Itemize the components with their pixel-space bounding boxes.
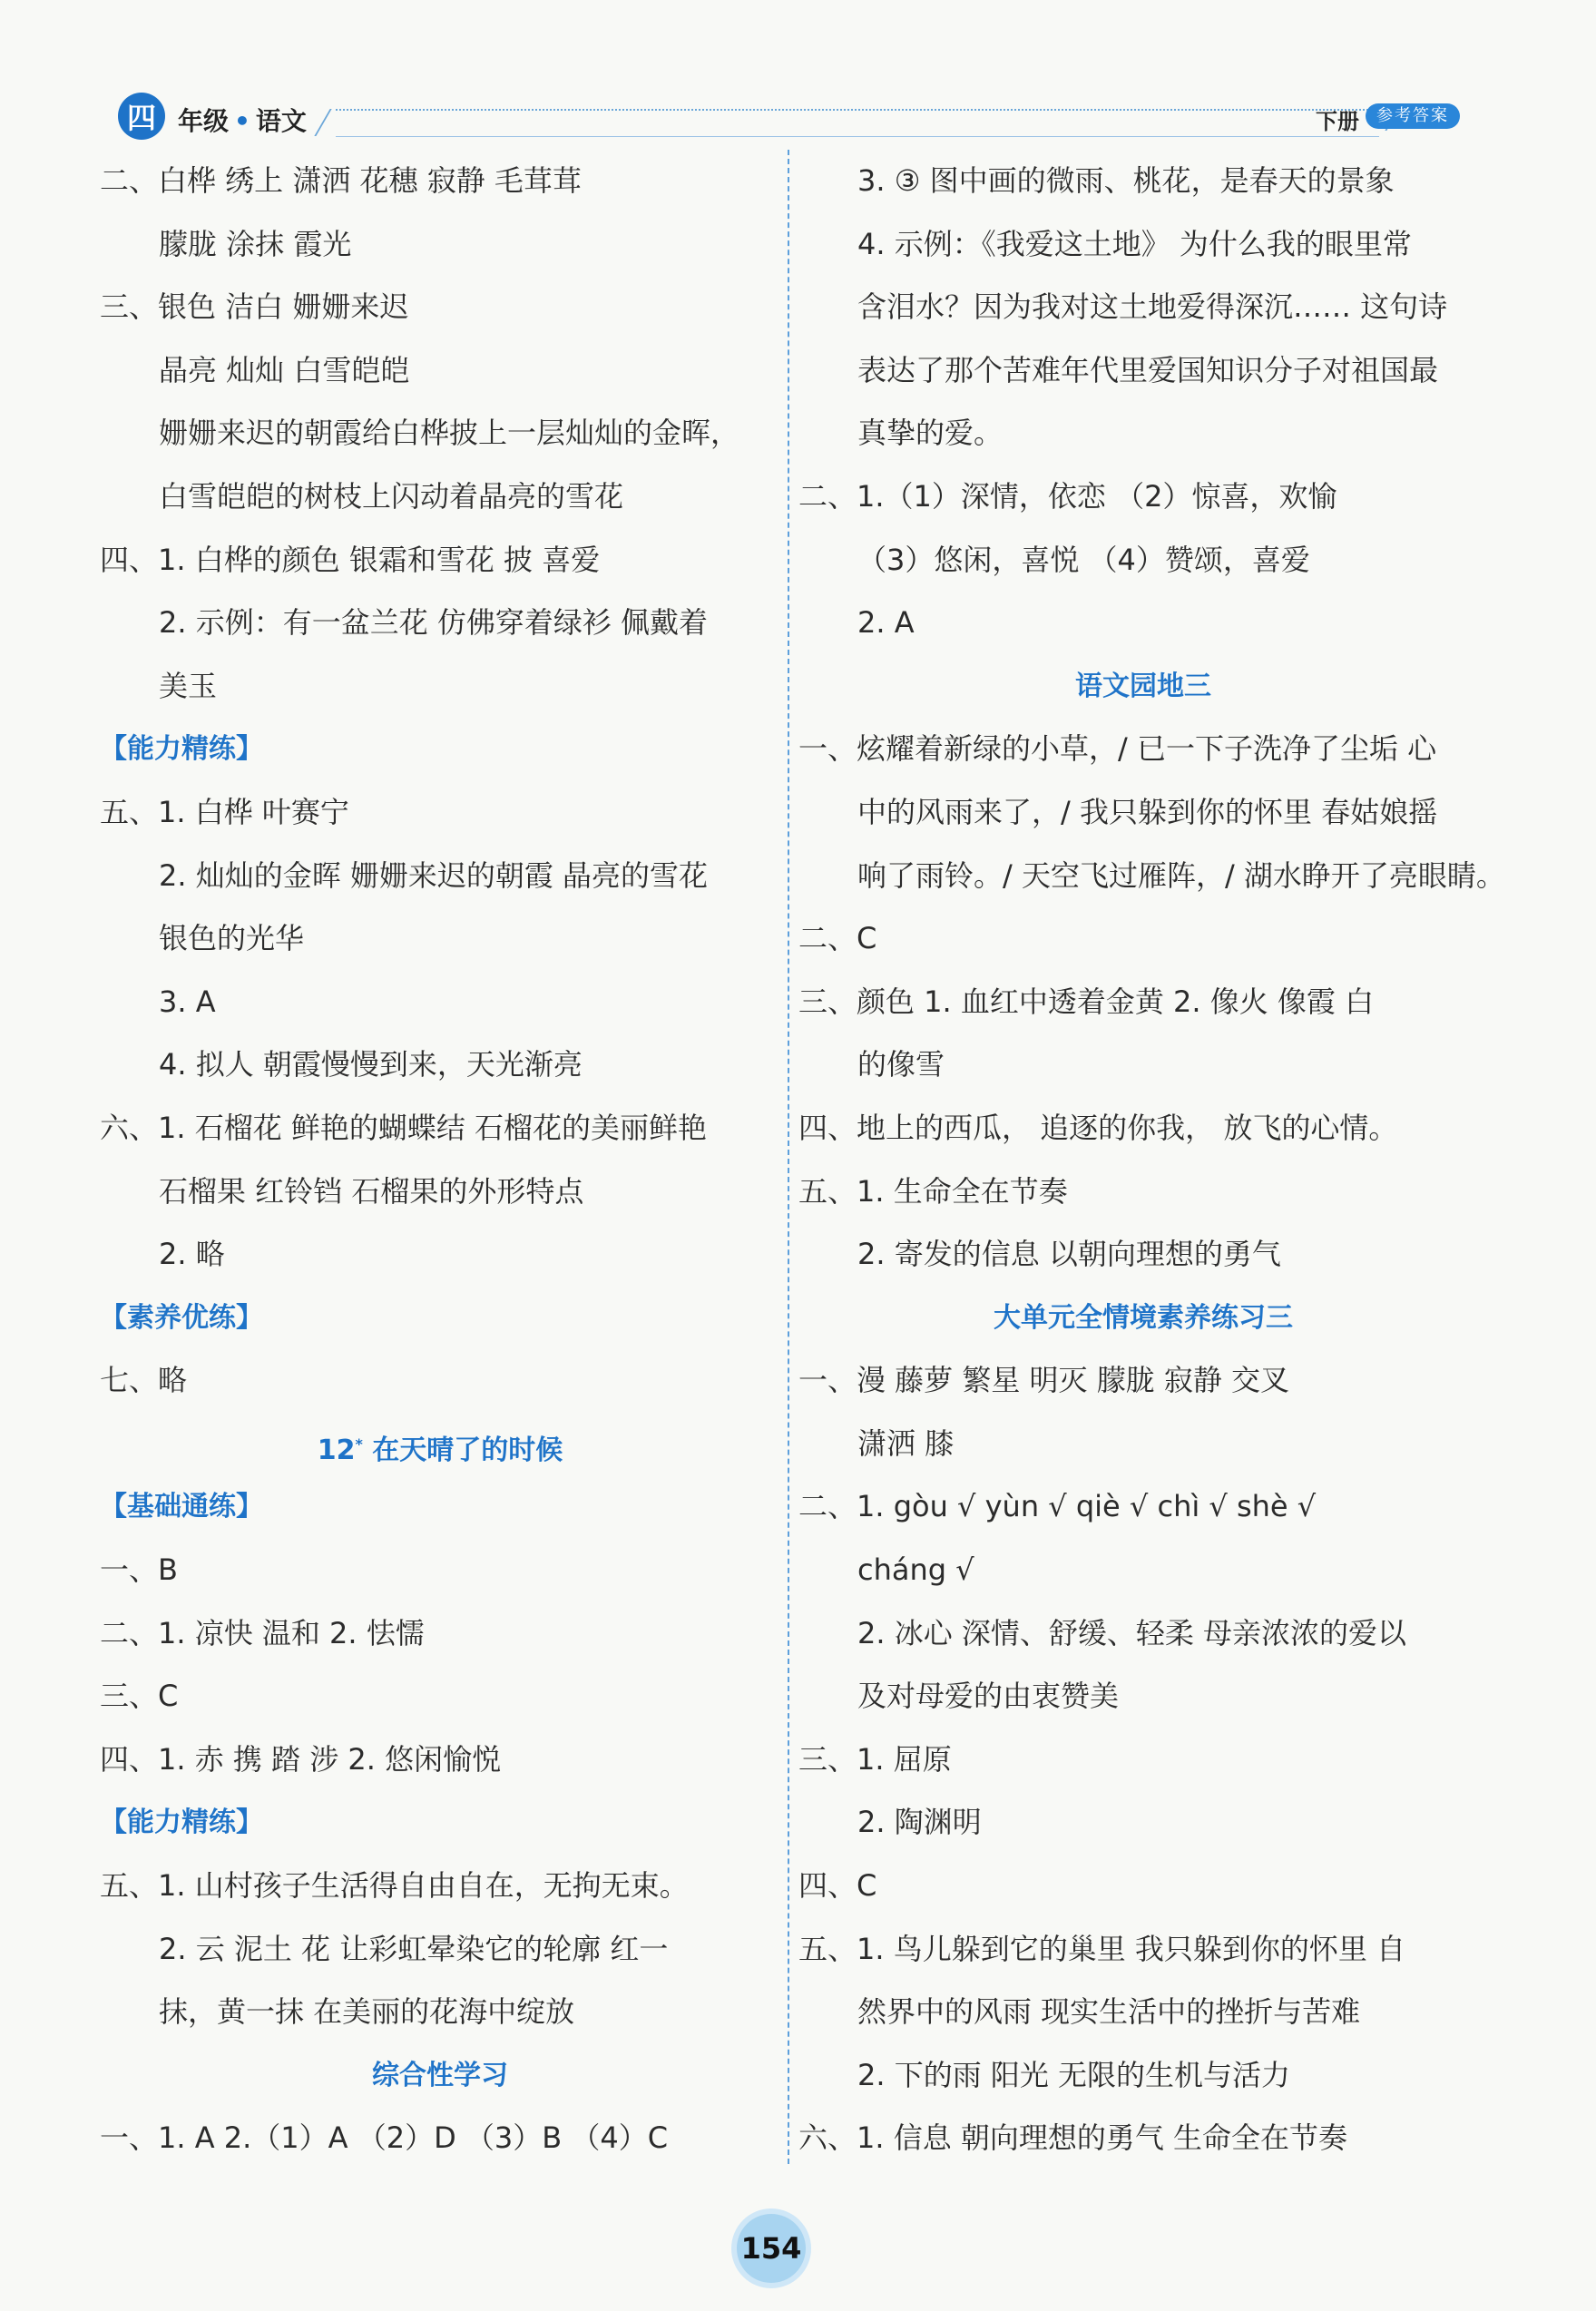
line-text: 三、1. 屈原 <box>798 1741 952 1777</box>
line-text: 二、1. gòu √ yùn √ qiè √ chì √ shè √ <box>798 1489 1317 1524</box>
answer-line <box>100 1539 780 1602</box>
answer-line <box>798 1602 1488 1666</box>
line-text: 四、1. 白桦的颜色 银霜和雪花 披 喜爱 <box>100 542 601 577</box>
line-text: 然界中的风雨 现实生活中的挫折与苦难 <box>857 1994 1361 2030</box>
answer-line <box>798 1981 1488 2044</box>
section-heading <box>100 718 780 781</box>
line-text: 3. ③ 图中画的微雨、桃花，是春天的景象 <box>857 163 1395 198</box>
line-text: 【素养优练】 <box>100 1301 263 1334</box>
line-text: 2. 云 泥土 花 让彩虹晕染它的轮廓 红一 <box>159 1931 669 1966</box>
answer-line <box>100 465 780 529</box>
answer-line <box>100 150 780 213</box>
section-heading <box>100 1791 780 1855</box>
line-text: 抹，黄一抹 在美丽的花海中绽放 <box>159 1994 575 2030</box>
line-text: 银色的光华 <box>159 921 305 956</box>
line-text: 五、1. 鸟儿躲到它的巢里 我只躲到你的怀里 自 <box>798 1931 1406 1966</box>
answer-badge: 参考答案 <box>1366 103 1460 129</box>
line-text: 综合性学习 <box>372 2059 508 2091</box>
line-text: 朦胧 涂抹 霞光 <box>159 226 352 261</box>
answer-line <box>100 1223 780 1287</box>
page-header <box>118 91 1479 145</box>
answer-line <box>798 2044 1488 2108</box>
answer-line <box>798 150 1488 213</box>
answer-line <box>798 2107 1488 2170</box>
line-text: 2. 冰心 深情、舒缓、轻柔 母亲浓浓的爱以 <box>857 1615 1407 1650</box>
line-text: 2. 下的雨 阳光 无限的生机与活力 <box>857 2057 1291 2092</box>
line-text: 二、白桦 绣上 潇洒 花穗 寂静 毛茸茸 <box>100 163 582 198</box>
line-text: 含泪水？因为我对这土地爱得深沉…… 这句诗 <box>857 289 1448 325</box>
answer-line <box>798 465 1488 529</box>
line-text: 响了雨铃。/ 天空飞过雁阵，/ 湖水睁开了亮眼睛。 <box>857 857 1505 893</box>
answer-line <box>100 2107 780 2170</box>
line-text: 2. 寄发的信息 以朝向理想的勇气 <box>857 1237 1281 1272</box>
line-text: 三、银色 洁白 姗姗来迟 <box>100 289 409 325</box>
answer-line <box>100 971 780 1034</box>
line-text: 石榴果 红铃铛 石榴果的外形特点 <box>159 1173 584 1209</box>
line-text: 四、地上的西瓜， 追逐的你我， 放飞的心情。 <box>798 1110 1398 1145</box>
answer-line <box>100 1918 780 1982</box>
line-text: 的像雪 <box>857 1047 945 1082</box>
line-text: （3）悠闲，喜悦 （4）赞颂，喜爱 <box>857 542 1310 577</box>
line-text: 姗姗来迟的朝霞给白桦披上一层灿灿的金晖， <box>159 416 740 451</box>
line-text: 五、1. 山村孩子生活得自由自在，无拘无束。 <box>100 1868 689 1904</box>
grade-badge: 四 <box>118 93 165 140</box>
line-text: 【基础通练】 <box>100 1491 263 1523</box>
line-text: 二、C <box>798 921 877 956</box>
line-text: 2. 灿灿的金晖 姗姗来迟的朝霞 晶亮的雪花 <box>159 857 709 893</box>
answer-line <box>100 402 780 465</box>
answer-line <box>100 1349 780 1413</box>
page-number: 154 <box>737 2214 806 2283</box>
answer-line <box>798 1097 1488 1160</box>
line-text: 五、1. 白桦 叶赛宁 <box>100 794 349 829</box>
line-text: 一、漫 藤萝 繁星 明灭 朦胧 寂静 交叉 <box>798 1363 1290 1398</box>
line-text: 4. 示例：《我爱这土地》 为什么我的眼里常 <box>857 226 1412 261</box>
line-text: 三、C <box>100 1679 179 1714</box>
line-text: 七、略 <box>100 1363 188 1398</box>
answer-line <box>798 529 1488 592</box>
line-text: 3. A <box>159 984 216 1019</box>
line-text: 一、炫耀着新绿的小草，/ 已一下子洗净了尘垢 心 <box>798 731 1437 767</box>
line-text: 2. A <box>857 605 915 641</box>
answer-line <box>798 1475 1488 1539</box>
line-text: 一、B <box>100 1552 178 1588</box>
line-text: 2. 示例：有一盆兰花 仿佛穿着绿衫 佩戴着 <box>159 605 709 641</box>
answer-line <box>798 592 1488 655</box>
column-divider <box>788 150 789 2164</box>
answer-line <box>798 845 1505 908</box>
line-text: 一、1. A 2.（1）A （2）D （3）B （4）C <box>100 2120 669 2156</box>
grade-label: 年级 <box>178 106 230 136</box>
answer-line <box>100 213 780 277</box>
line-text: 美玉 <box>159 668 218 703</box>
answer-line <box>798 1791 1488 1855</box>
line-text: 晶亮 灿灿 白雪皑皑 <box>159 352 410 387</box>
line-text: 2. 陶渊明 <box>857 1805 982 1840</box>
left-column <box>100 150 780 2170</box>
line-text: 及对母爱的由衷赞美 <box>857 1679 1120 1714</box>
answer-line <box>798 1728 1488 1792</box>
section-heading <box>100 1475 780 1539</box>
answer-line <box>798 1413 1488 1476</box>
lesson-title <box>100 2044 780 2108</box>
line-text: 大单元全情境素养练习三 <box>994 1301 1293 1334</box>
answer-line <box>100 1855 780 1918</box>
answer-line <box>798 1539 1488 1602</box>
line-text: cháng √ <box>857 1552 974 1588</box>
lesson-title <box>798 1287 1488 1350</box>
answer-line <box>100 1097 780 1160</box>
line-text: 潇洒 膝 <box>857 1425 955 1461</box>
answer-line <box>100 1665 780 1728</box>
title-mark: * <box>355 1435 363 1453</box>
volume-label: 下册 <box>1316 109 1359 134</box>
answer-line <box>798 1223 1488 1287</box>
answer-line <box>100 845 780 908</box>
line-text: 在天晴了的时候 <box>362 1434 563 1466</box>
answer-line <box>798 1665 1488 1728</box>
answer-line <box>798 213 1488 277</box>
answer-line <box>798 907 1488 971</box>
answer-line <box>798 1349 1488 1413</box>
answer-line <box>798 339 1488 403</box>
answer-line <box>100 907 780 971</box>
answer-line <box>100 339 780 403</box>
answer-line <box>100 276 780 339</box>
subject-label: 语文 <box>255 106 307 136</box>
line-text: 4. 拟人 朝霞慢慢到来，天光渐亮 <box>159 1047 583 1082</box>
answer-line <box>100 1728 780 1792</box>
lesson-title <box>798 655 1488 719</box>
answer-line <box>100 1033 780 1097</box>
header-rule <box>336 109 1379 111</box>
header-decoration <box>314 109 358 136</box>
line-text: 六、1. 石榴花 鲜艳的蝴蝶结 石榴花的美丽鲜艳 <box>100 1110 708 1145</box>
line-text: 六、1. 信息 朝向理想的勇气 生命全在节奏 <box>798 2120 1348 2156</box>
answer-line <box>798 1160 1488 1224</box>
answer-line <box>798 402 1488 465</box>
answer-line <box>798 1033 1488 1097</box>
dot-separator: • <box>234 106 250 136</box>
answer-line <box>100 529 780 592</box>
line-text: 四、C <box>798 1868 877 1904</box>
line-text: 中的风雨来了，/ 我只躲到你的怀里 春姑娘摇 <box>857 794 1438 829</box>
answer-line <box>100 592 780 655</box>
line-text: 二、1.（1）深情，依恋 （2）惊喜，欢愉 <box>798 478 1337 514</box>
lesson-title <box>100 1413 780 1476</box>
line-text: 四、1. 赤 携 踏 涉 2. 悠闲愉悦 <box>100 1741 502 1777</box>
right-column <box>798 150 1505 2170</box>
line-text: 二、1. 凉快 温和 2. 怯懦 <box>100 1615 425 1650</box>
header-underline <box>336 136 1379 137</box>
line-text: 白雪皑皑的树枝上闪动着晶亮的雪花 <box>159 478 624 514</box>
answer-line <box>100 1981 780 2044</box>
line-text: 真挚的爱。 <box>857 416 1004 451</box>
line-text: 五、1. 生命全在节奏 <box>798 1173 1068 1209</box>
lesson-number: 12 <box>317 1434 356 1466</box>
answer-line <box>798 276 1488 339</box>
answer-line <box>798 718 1488 781</box>
answer-line <box>100 655 780 719</box>
line-text: 【能力精练】 <box>100 1807 263 1839</box>
answer-line <box>100 1160 780 1224</box>
line-text: 表达了那个苦难年代里爱国知识分子对祖国最 <box>857 352 1439 387</box>
answer-line <box>100 781 780 845</box>
line-text: 语文园地三 <box>1075 670 1211 702</box>
section-heading <box>100 1287 780 1350</box>
answer-line <box>798 1855 1488 1918</box>
answer-line <box>100 1602 780 1666</box>
line-text: 三、颜色 1. 血红中透着金黄 2. 像火 像霞 白 <box>798 984 1375 1019</box>
answer-line <box>798 971 1488 1034</box>
line-text: 【能力精练】 <box>100 733 263 766</box>
answer-line <box>798 781 1488 845</box>
answer-line <box>798 1918 1488 1982</box>
grade-subject <box>178 102 307 138</box>
line-text: 2. 略 <box>159 1237 225 1272</box>
